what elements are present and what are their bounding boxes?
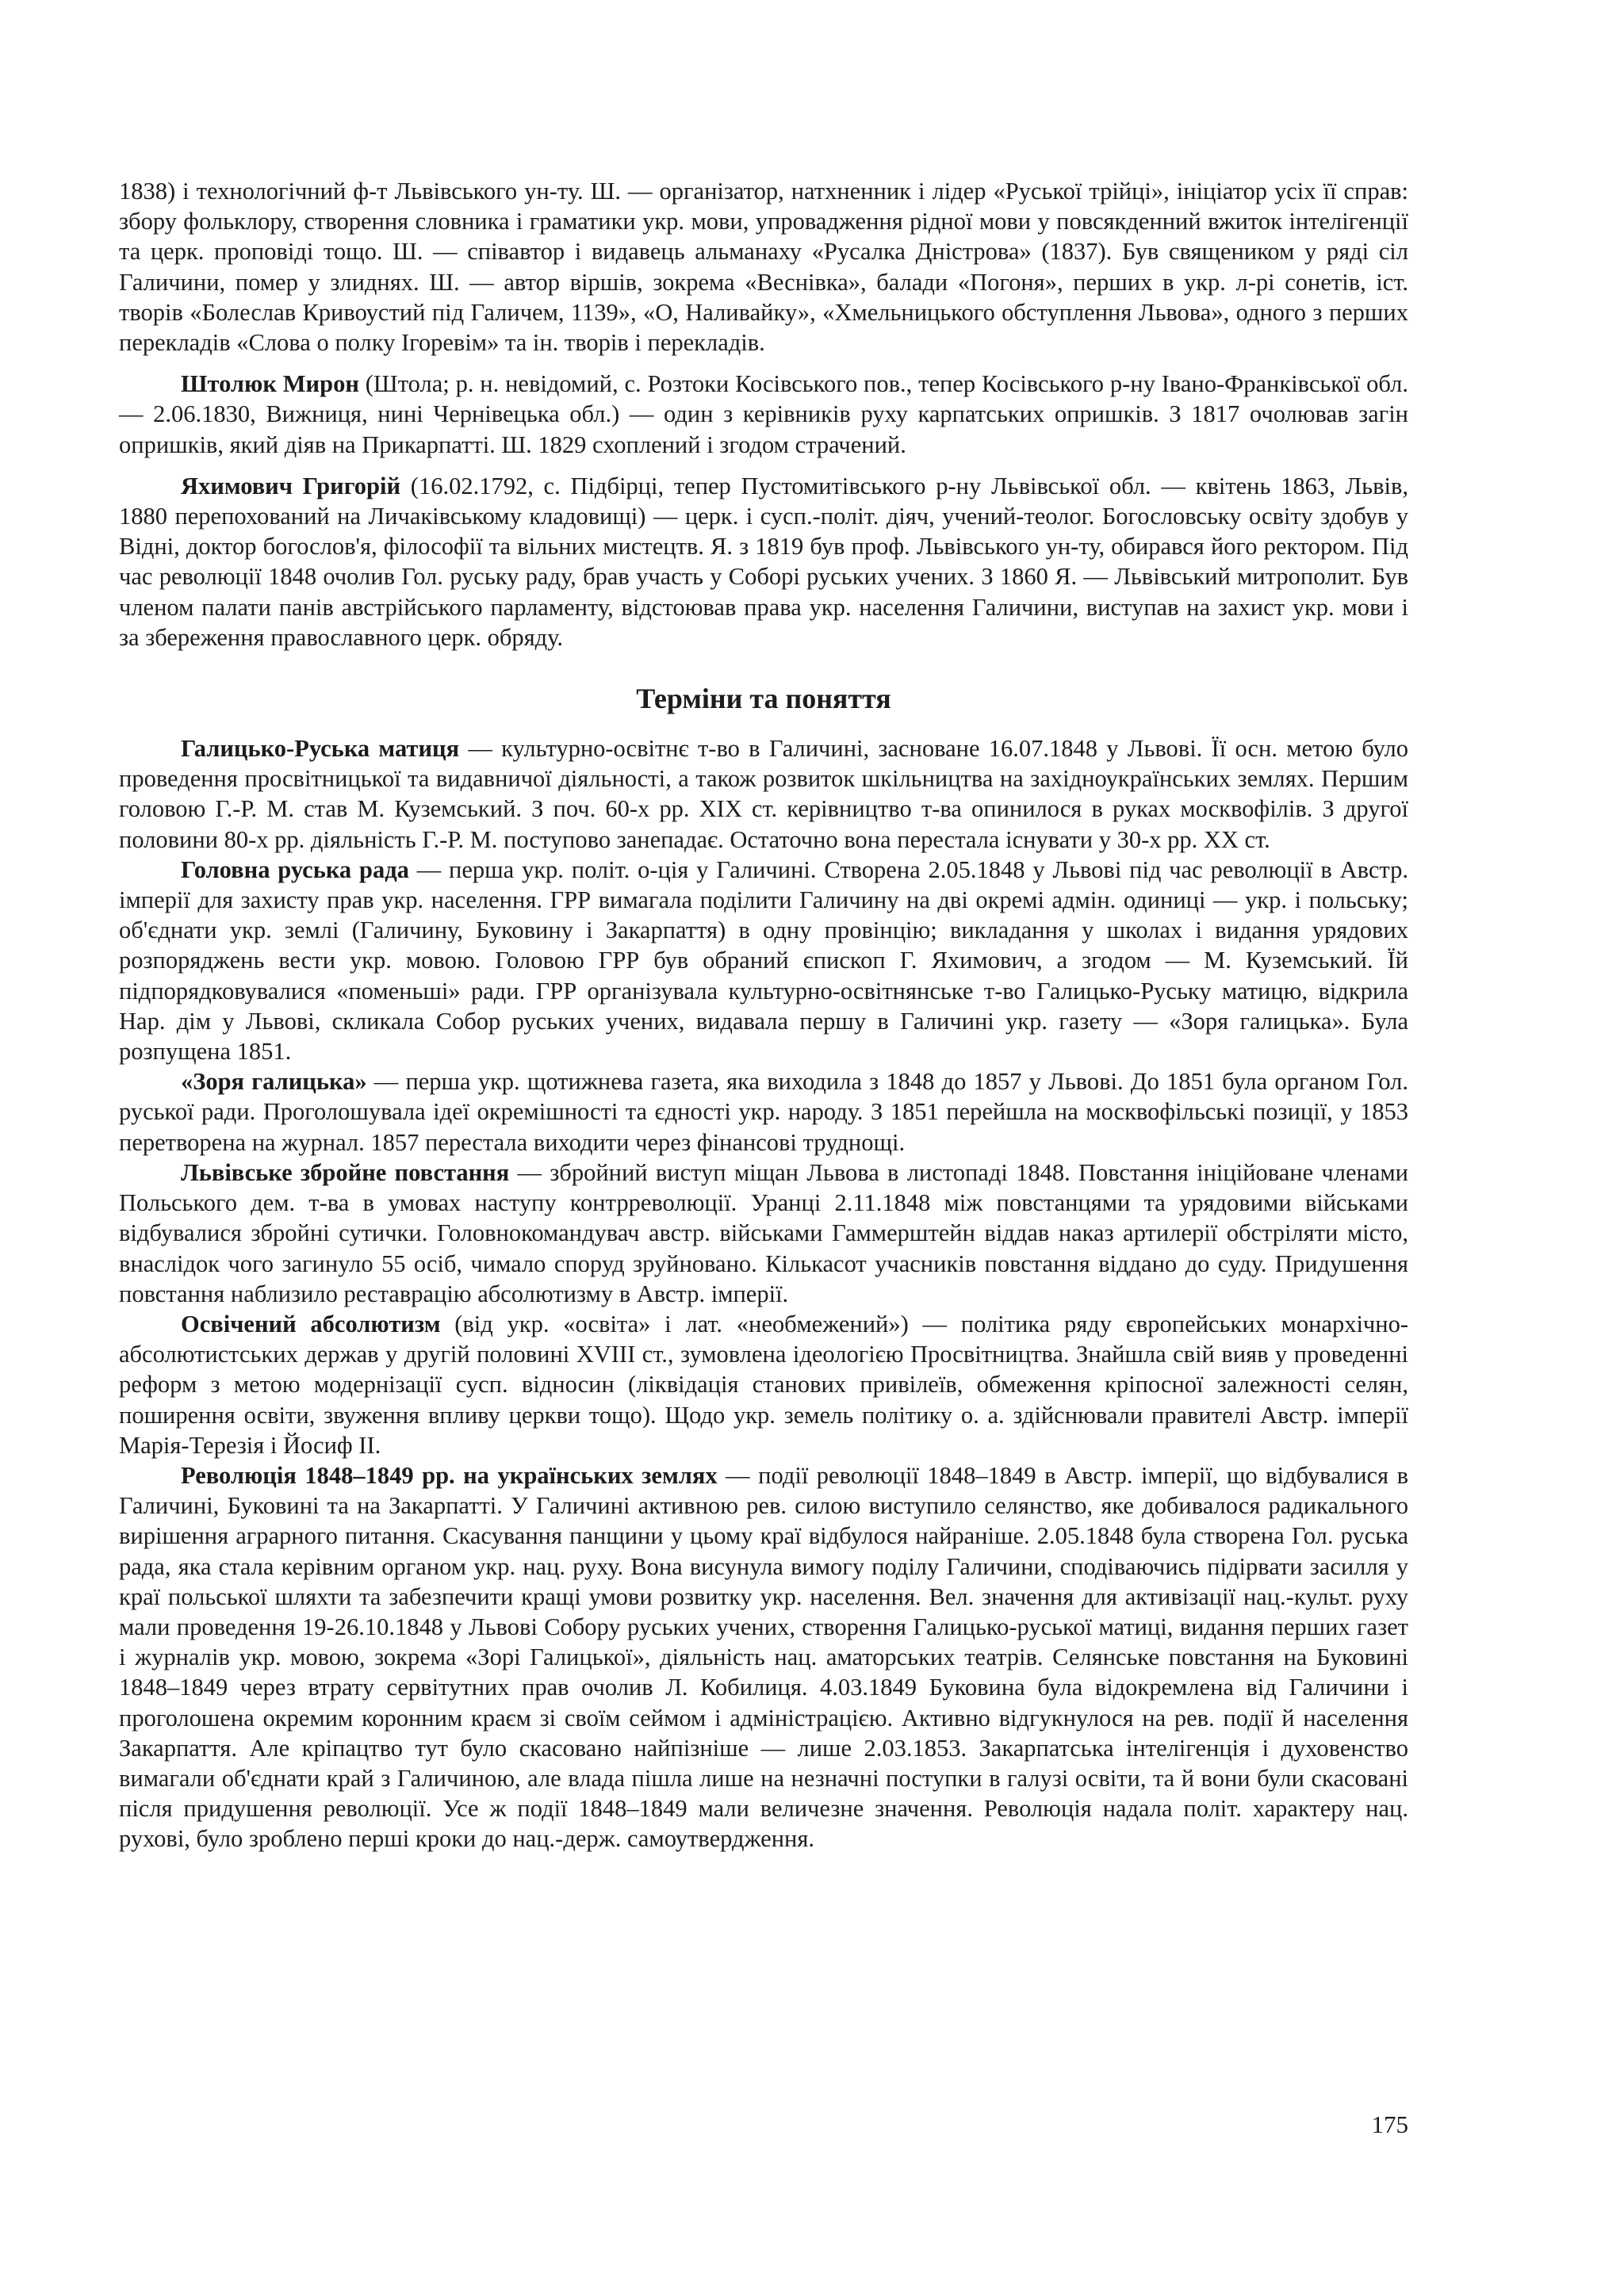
term-name: Львівське збройне повстання — [181, 1158, 510, 1186]
bio-text: (Штола; р. н. невідомий, с. Розтоки Косівського пов., тепер Косівського р-ну Івано-Франківської обл. — 2.06.1830, Вижниця, нині Чернівецька обл.) — один з керівників руху карпатських опришків. З 1817 очолював загін опришків, який діяв на Прикарпатті. Ш. 1829 схоплений і згодом страчений. — [119, 370, 1408, 458]
page-number: 175 — [1371, 2110, 1408, 2138]
section-title: Терміни та поняття — [636, 683, 891, 715]
bio-entry-yakhymovych — [119, 471, 1408, 652]
bio-text: (16.02.1792, с. Підбірці, тепер Пустомитівського р-ну Львівської обл. — квітень 1863, Львів, 1880 перепохований на Личаківському кладовищі) — церк. і сусп.-політ. діяч, учений-теолог. Богословську освіту здобув у Відні, доктор богослов'я, філософії та вільних мистецтв. Я. з 1819 був проф. Львівського ун-ту, обирався його ректором. Під час революції 1848 очолив Гол. руську раду, брав участь у Соборі руських учених. З 1860 Я. — Львівський митрополит. Був членом палати панів австрійського парламенту, відстоював права укр. населення Галичини, виступав на захист укр. мови і за збереження православного церк. обряду. — [119, 472, 1408, 651]
bio-name: Штолюк Мирон — [181, 370, 359, 398]
term-name: Головна руська рада — [181, 855, 409, 883]
term-name: Революція 1848–1849 рр. на українських землях — [181, 1461, 718, 1489]
bio-entry-shtoliuk — [119, 369, 1408, 460]
bio-text: 1838) і технологічний ф-т Львівського ун-ту. Ш. — організатор, натхненник і лідер «Руської трійці», ініціатор усіх її справ: збору фольклору, створення словника і граматики укр. мови, упровадження рідної мови у повсякденний вжиток інтелігенції та церк. проповіді тощо. Ш. — співавтор і видавець альманаху «Русалка Дністрова» (1837). Був священиком у ряді сіл Галичини, помер у злиднях. Ш. — автор віршів, зокрема «Веснівка», балади «Погоня», перших в укр. л-рі сонетів, іст. творів «Болеслав Кривоустий під Галичем, 1139», «О, Наливайку», «Хмельницького обступлення Львова», одного з перших перекладів «Слова о полку Ігоревім» та ін. творів і перекладів. — [119, 178, 1408, 357]
bio-entry-shashkevych — [119, 176, 1408, 358]
term-entry — [119, 1066, 1408, 1158]
term-definition: — перша укр. політ. о-ція у Галичині. Створена 2.05.1848 у Львові під час революції в Австр. імперії для захисту прав укр. населення. ГРР вимагала поділити Галичину на дві окремі адмін. одиниці — укр. і польську; об'єднати укр. землі (Галичину, Буковину і Закарпаття) в одну провінцію; викладання у школах і видання урядових розпоряджень вести укр. мовою. Головою ГРР був обраний єпископ Г. Яхимович, а згодом — М. Куземський. Їй підпорядковувалися «поменьші» ради. ГРР організувала культурно-освітнянське т-во Галицько-Руську матицю, відкрила Нар. дім у Львові, скликала Собор руських учених, видавала першу в Галичині укр. газету — «Зоря галицька». Була розпущена 1851. — [119, 855, 1408, 1066]
bio-name: Яхимович Григорій — [181, 472, 401, 499]
term-definition: — культурно-освітнє т-во в Галичині, засноване 16.07.1848 у Львові. Її осн. метою було проведення просвітницької та видавничої діяльності, а також розвиток шкільництва на західноукраїнських землях. Першим головою Г.-Р. М. став М. Куземський. З поч. 60-х рр. XIX ст. керівництво т-ва опинилося в руках москвофілів. З другої половини 80-х рр. діяльність Г.-Р. М. поступово занепадає. Остаточно вона перестала існувати у 30-х рр. XX ст. — [119, 735, 1408, 853]
term-entry — [119, 1158, 1408, 1309]
term-definition: — збройний виступ міщан Львова в листопаді 1848. Повстання ініційоване членами Польського дем. т-ва в умовах наступу контрреволюції. Уранці 2.11.1848 між повстанцями та урядовими військами відбувалися збройні сутички. Головнокомандувач австр. військами Гаммерштейн віддав наказ артилерії обстріляти місто, внаслідок чого загинуло 55 осіб, чимало споруд зруйновано. Кількасот учасників повстання віддано до суду. Придушення повстання наблизило реставрацію абсолютизму в Австр. імперії. — [119, 1158, 1408, 1307]
term-entry — [119, 855, 1408, 1066]
term-name: «Зоря галицька» — [181, 1068, 367, 1096]
document-page — [119, 176, 1408, 1854]
term-definition: (від укр. «освіта» і лат. «необмежений») — політика ряду європейських монархічно-абсолютистських держав у другій половині XVIII ст., зумовлена ідеологією Просвітництва. Знайшла свій вияв у проведенні реформ з метою модернізації сусп. відносин (ліквідація станових привілеїв, обмеження кріпосної залежності селян, поширення освіти, звуження впливу церкви тощо). Щодо укр. земель політику о. а. здійснювали правителі Австр. імперії Марія-Терезія і Йосиф II. — [119, 1310, 1408, 1459]
term-definition: — перша укр. щотижнева газета, яка виходила з 1848 до 1857 у Львові. До 1851 була органом Гол. руської ради. Проголошувала ідеї окремішності та єдності укр. народу. З 1851 перейшла на москвофільські позиції, у 1853 перетворена на журнал. 1857 перестала виходити через фінансові труднощі. — [119, 1068, 1408, 1156]
term-name: Освічений абсолютизм — [181, 1310, 441, 1337]
term-definition: — події революції 1848–1849 в Австр. імперії, що відбувалися в Галичині, Буковині та на Закарпатті. У Галичині активною рев. силою виступило селянство, яке добивалося радикального вирішення аграрного питання. Скасування панщини у цьому краї відбулося найраніше. 2.05.1848 була створена Гол. руська рада, яка стала керівним органом укр. нац. руху. Вона висунула вимогу поділу Галичини, сподіваючись підірвати засилля у краї польської шляхти та забезпечити кращі умови розвитку укр. населення. Вел. значення для активізації нац.-культ. руху мали проведення 19-26.10.1848 у Львові Собору руських учених, створення Галицько-руської матиці, видання перших газет і журналів укр. мовою, зокрема «Зорі Галицької», діяльність нац. аматорських театрів. Селянське повстання на Буковині 1848–1849 через втрату сервітутних прав очолив Л. Кобилиця. 4.03.1849 Буковина була відокремлена від Галичини і проголошена окремим коронним краєм зі своїм сеймом і адміністрацією. Активно відгукнулося на рев. події й населення Закарпаття. Але кріпацтво тут було скасовано найпізніше — лише 2.03.1853. Закарпатська інтелігенція і духовенство вимагали об'єднати край з Галичиною, але влада пішла лише на незначні поступки в галузі освіти, та й вони були скасовані після придушення революції. Усе ж події 1848–1849 мали величезне значення. Революція надала політ. характеру нац. рухові, було зроблено перші кроки до нац.-держ. самоутвердження. — [119, 1461, 1408, 1853]
term-entry — [119, 1309, 1408, 1460]
term-name: Галицько-Руська матиця — [181, 735, 460, 763]
term-entry — [119, 733, 1408, 855]
term-entry — [119, 1460, 1408, 1854]
